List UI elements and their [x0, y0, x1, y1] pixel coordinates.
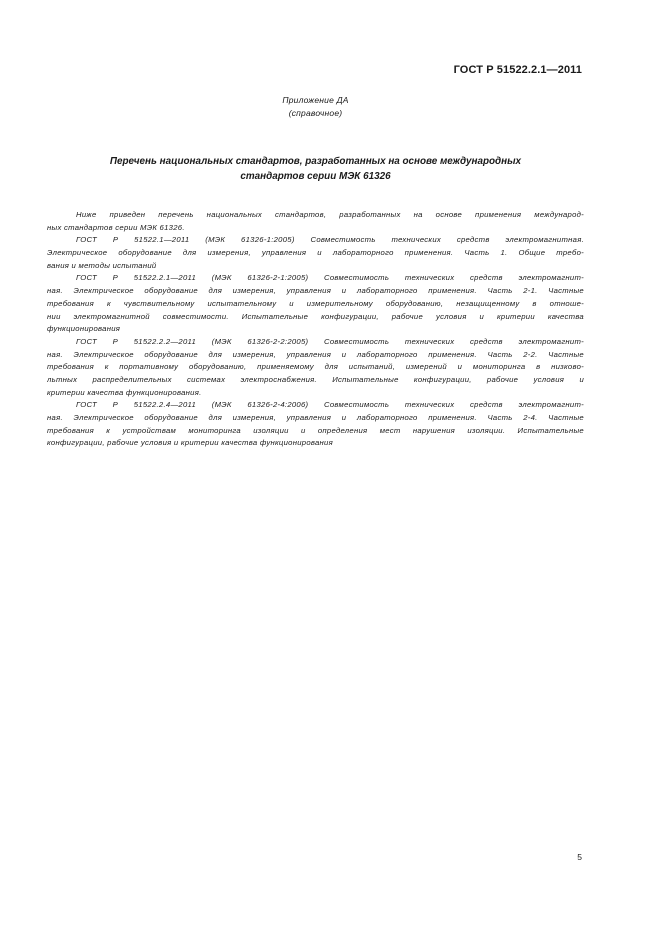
paragraph-line: Ниже приведен перечень национальных стандартов, разработанных на основе применения международ- — [76, 210, 584, 219]
paragraph-line: ГОСТ Р 51522.1—2011 (МЭК 61326-1:2005) Совместимость технических средств электромагнитная. — [76, 235, 584, 245]
paragraph-line: ГОСТ Р 51522.2.2—2011 (МЭК 61326-2-2:2005) Совместимость технических средств электромагнит- — [76, 336, 584, 346]
document-title — [0, 155, 631, 184]
page-number: 5 — [577, 852, 582, 862]
paragraph-line: ная. Электрическое оборудование для измерения, управления и лабораторного применения. Часть 2-1. Частные — [47, 286, 584, 296]
paragraph-line: конфигурации, рабочие условия и критерии качества функционирования — [47, 438, 334, 448]
appendix-heading — [0, 94, 631, 120]
standard-entry-51522-2-4 — [47, 399, 584, 450]
standard-entry-51522-1 — [47, 234, 584, 272]
paragraph-line: требования к устройствам мониторинга изоляции и определения мест нарушения изоляции. Испытательные — [47, 425, 584, 435]
standards-list — [47, 209, 584, 450]
paragraph-line: ных стандартов серии МЭК 61326. — [47, 222, 185, 232]
standard-entry-51522-2-2 — [47, 336, 584, 399]
paragraph-line: требования к чувствительному испытательному и измерительному оборудованию, незащищенному в отноше- — [47, 298, 584, 308]
paragraph-line: ная. Электрическое оборудование для измерения, управления и лабораторного применения. Часть 2-4. Частные — [47, 413, 584, 422]
appendix-subtitle: (справочное) — [288, 108, 343, 118]
paragraph-line: льтных распределительных системах электроснабжения. Испытательные конфигурации, рабочие условия и — [47, 374, 584, 384]
paragraph-line: Электрическое оборудование для измерения, управления и лабораторного применения. Часть 1. Общие требо- — [47, 248, 584, 258]
paragraph-line: требования к портативному оборудованию, применяемому для испытаний, измерений и мониторинга в низково- — [47, 362, 584, 372]
intro-paragraph — [47, 209, 584, 234]
standard-entry-51522-2-1 — [47, 272, 584, 335]
paragraph-line: критерии качества функционирования. — [47, 387, 202, 397]
paragraph-line: ная. Электрическое оборудование для измерения, управления и лабораторного применения. Часть 2-2. Частные — [47, 349, 584, 359]
document-title-line: Перечень национальных стандартов, разработанных на основе международных — [109, 156, 522, 167]
paragraph-line: нии электромагнитной совместимости. Испытательные конфигурации, рабочие условия и критерии качества — [47, 311, 584, 321]
standard-number-header: ГОСТ Р 51522.2.1—2011 — [453, 64, 582, 76]
paragraph-line: ГОСТ Р 51522.2.1—2011 (МЭК 61326-2-1:2005) Совместимость технических средств электромагнит- — [76, 273, 584, 283]
paragraph-line: ГОСТ Р 51522.2.4—2011 (МЭК 61326-2-4:2006) Совместимость технических средств электромагнит- — [76, 400, 584, 410]
paragraph-line: вания и методы испытаний — [47, 260, 157, 270]
appendix-title: Приложение ДА — [282, 95, 349, 105]
document-title-line: стандартов серии МЭК 61326 — [240, 170, 391, 182]
paragraph-line: функционирования — [47, 324, 121, 334]
